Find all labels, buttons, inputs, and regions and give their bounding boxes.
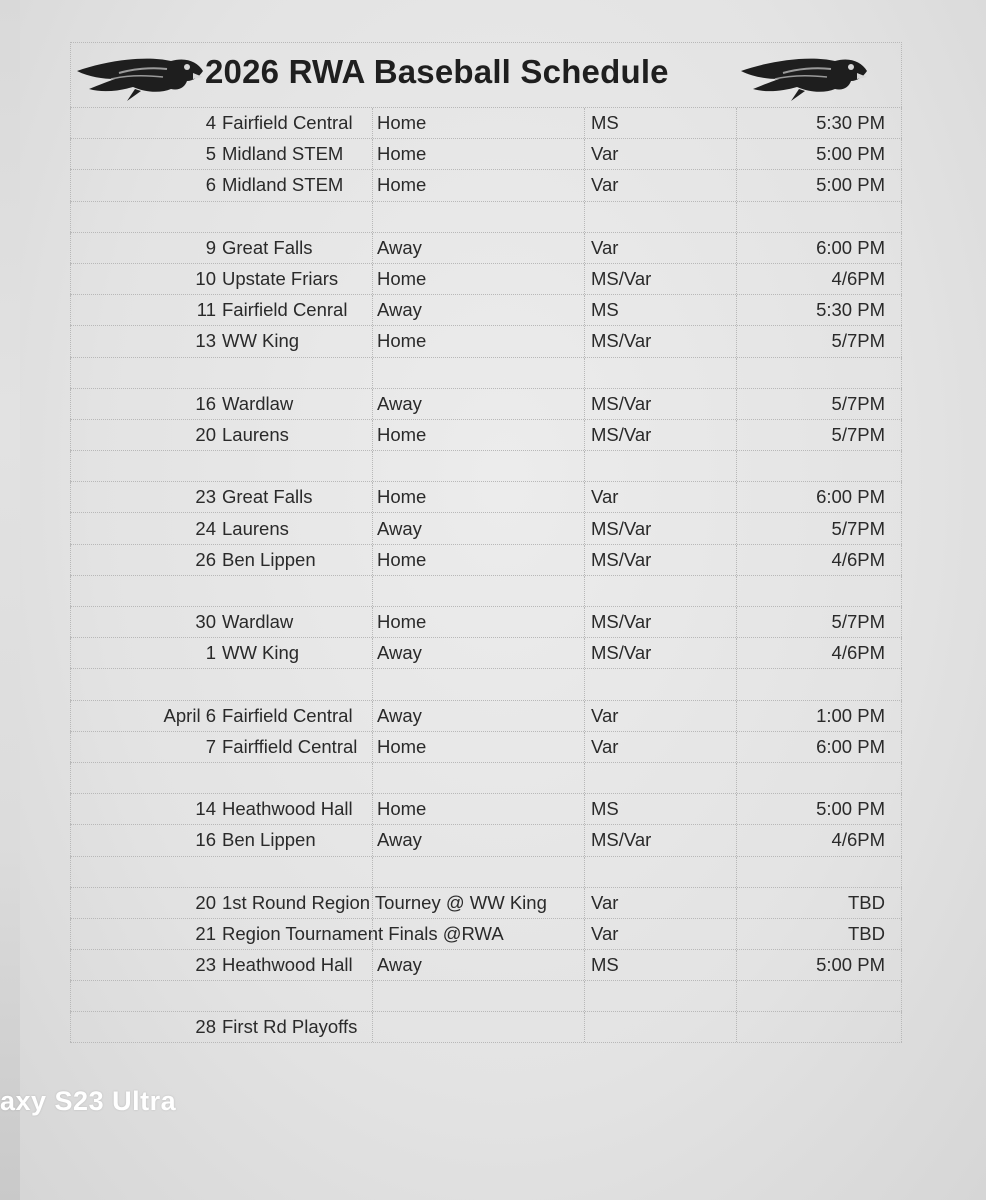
game-date: 20 bbox=[70, 420, 220, 450]
game-date: 5 bbox=[70, 139, 220, 169]
game-opponent: Fairfield Cenral bbox=[222, 299, 348, 321]
game-level: MS/Var bbox=[584, 264, 736, 294]
game-time: 5:00 PM bbox=[736, 794, 902, 824]
game-date: April 6 bbox=[70, 701, 220, 731]
game-time bbox=[736, 202, 902, 232]
game-time: 5/7PM bbox=[736, 607, 902, 637]
game-time: 5/7PM bbox=[736, 389, 902, 419]
game-opponent bbox=[220, 981, 372, 1011]
game-location: Home bbox=[372, 732, 584, 762]
game-time: 5:00 PM bbox=[736, 950, 902, 980]
table-row bbox=[70, 637, 902, 668]
game-location bbox=[372, 451, 584, 481]
game-date: 7 bbox=[70, 732, 220, 762]
table-row bbox=[70, 263, 902, 294]
game-time: TBD bbox=[736, 919, 902, 949]
game-opponent: Upstate Friars bbox=[222, 268, 339, 290]
table-row bbox=[70, 169, 902, 200]
game-date: 14 bbox=[70, 794, 220, 824]
game-location: Home bbox=[372, 139, 584, 169]
table-row bbox=[70, 388, 902, 419]
table-row bbox=[70, 762, 902, 793]
game-level: MS/Var bbox=[584, 638, 736, 668]
game-location bbox=[372, 888, 584, 918]
game-time: 4/6PM bbox=[736, 264, 902, 294]
game-level: Var bbox=[584, 139, 736, 169]
game-opponent bbox=[220, 763, 372, 793]
game-location: Away bbox=[372, 513, 584, 543]
game-time: 5:30 PM bbox=[736, 295, 902, 325]
game-level: Var bbox=[584, 732, 736, 762]
game-opponent: Midland STEM bbox=[222, 143, 344, 165]
game-time: 5/7PM bbox=[736, 326, 902, 356]
game-date bbox=[70, 669, 220, 699]
game-opponent: Fairfield Central bbox=[222, 112, 353, 134]
game-time bbox=[736, 981, 902, 1011]
table-row bbox=[70, 201, 902, 232]
game-location: Home bbox=[372, 607, 584, 637]
game-opponent bbox=[220, 857, 372, 887]
game-date: 1 bbox=[70, 638, 220, 668]
game-time bbox=[736, 669, 902, 699]
game-level bbox=[584, 669, 736, 699]
table-row bbox=[70, 232, 902, 263]
game-location: Away bbox=[372, 950, 584, 980]
game-level bbox=[584, 576, 736, 606]
game-level: MS bbox=[584, 295, 736, 325]
game-location bbox=[372, 1012, 584, 1041]
game-time: 1:00 PM bbox=[736, 701, 902, 731]
game-location bbox=[372, 576, 584, 606]
game-time: 6:00 PM bbox=[736, 233, 902, 263]
game-level: MS/Var bbox=[584, 420, 736, 450]
game-level: MS bbox=[584, 108, 736, 138]
game-opponent bbox=[220, 358, 372, 388]
table-row bbox=[70, 575, 902, 606]
game-level: MS/Var bbox=[584, 825, 736, 855]
game-level: MS/Var bbox=[584, 607, 736, 637]
game-date: 24 bbox=[70, 513, 220, 543]
game-opponent: Laurens bbox=[222, 423, 289, 445]
table-row bbox=[70, 1011, 902, 1042]
game-time: 5:30 PM bbox=[736, 108, 902, 138]
game-opponent: Laurens bbox=[222, 517, 289, 539]
game-time bbox=[736, 358, 902, 388]
game-time bbox=[736, 857, 902, 887]
game-location bbox=[372, 919, 584, 949]
game-date bbox=[70, 981, 220, 1011]
game-location: Away bbox=[372, 638, 584, 668]
game-date bbox=[70, 576, 220, 606]
game-level bbox=[584, 451, 736, 481]
game-location: Home bbox=[372, 170, 584, 200]
game-level: Var bbox=[584, 888, 736, 918]
game-time: 6:00 PM bbox=[736, 482, 902, 512]
game-date bbox=[70, 763, 220, 793]
table-row bbox=[70, 294, 902, 325]
table-row bbox=[70, 325, 902, 356]
game-level: Var bbox=[584, 170, 736, 200]
game-opponent: Fairffield Central bbox=[222, 735, 358, 757]
game-opponent: Region Tournament Finals @RWA bbox=[222, 922, 504, 944]
game-location: Away bbox=[372, 295, 584, 325]
game-date: 16 bbox=[70, 825, 220, 855]
game-location bbox=[372, 669, 584, 699]
game-location: Home bbox=[372, 420, 584, 450]
game-location: Home bbox=[372, 545, 584, 575]
game-date: 4 bbox=[70, 108, 220, 138]
game-location: Away bbox=[372, 825, 584, 855]
game-time bbox=[736, 1012, 902, 1041]
game-level: MS bbox=[584, 794, 736, 824]
table-row bbox=[70, 856, 902, 887]
game-date: 9 bbox=[70, 233, 220, 263]
game-date: 10 bbox=[70, 264, 220, 294]
table-row bbox=[70, 700, 902, 731]
camera-watermark: axy S23 Ultra bbox=[0, 1086, 177, 1116]
game-level: Var bbox=[584, 482, 736, 512]
game-location: Away bbox=[372, 701, 584, 731]
game-opponent: WW King bbox=[222, 330, 300, 352]
table-row bbox=[70, 357, 902, 388]
game-opponent: Heathwood Hall bbox=[222, 954, 353, 976]
game-time: TBD bbox=[736, 888, 902, 918]
game-level bbox=[584, 857, 736, 887]
game-time: 5/7PM bbox=[736, 420, 902, 450]
game-date: 16 bbox=[70, 389, 220, 419]
game-date: 26 bbox=[70, 545, 220, 575]
game-date: 23 bbox=[70, 950, 220, 980]
table-row bbox=[70, 918, 902, 949]
game-opponent: Ben Lippen bbox=[222, 548, 316, 570]
table-row bbox=[70, 949, 902, 980]
game-time: 5:00 PM bbox=[736, 139, 902, 169]
game-level: MS/Var bbox=[584, 326, 736, 356]
game-level bbox=[584, 1012, 736, 1041]
game-opponent bbox=[220, 202, 372, 232]
game-opponent: Heathwood Hall bbox=[222, 798, 353, 820]
game-time: 6:00 PM bbox=[736, 732, 902, 762]
game-level: MS/Var bbox=[584, 513, 736, 543]
table-row bbox=[70, 606, 902, 637]
game-opponent bbox=[220, 451, 372, 481]
hawk-logo-icon bbox=[75, 47, 205, 103]
game-time bbox=[736, 451, 902, 481]
table-row bbox=[70, 450, 902, 481]
game-opponent: Fairfield Central bbox=[222, 704, 353, 726]
table-row bbox=[70, 824, 902, 855]
table-row bbox=[70, 793, 902, 824]
schedule-table bbox=[70, 107, 902, 1043]
game-level bbox=[584, 202, 736, 232]
game-time bbox=[736, 763, 902, 793]
game-opponent: Great Falls bbox=[222, 236, 313, 258]
game-date: 11 bbox=[70, 295, 220, 325]
game-opponent bbox=[220, 669, 372, 699]
game-time: 5/7PM bbox=[736, 513, 902, 543]
hawk-logo-icon bbox=[739, 47, 869, 103]
game-location bbox=[372, 358, 584, 388]
game-level bbox=[584, 358, 736, 388]
game-location: Away bbox=[372, 233, 584, 263]
paper-sheet bbox=[20, 0, 986, 1200]
table-row bbox=[70, 481, 902, 512]
game-date: 6 bbox=[70, 170, 220, 200]
table-row bbox=[70, 107, 902, 138]
game-location bbox=[372, 202, 584, 232]
game-level: MS/Var bbox=[584, 545, 736, 575]
game-opponent: Wardlaw bbox=[222, 392, 294, 414]
schedule-sheet bbox=[70, 42, 902, 1043]
game-date bbox=[70, 451, 220, 481]
game-level: MS bbox=[584, 950, 736, 980]
page-title: 2026 RWA Baseball Schedule bbox=[205, 53, 669, 90]
game-date: 28 bbox=[70, 1012, 220, 1041]
table-row bbox=[70, 544, 902, 575]
game-level: Var bbox=[584, 233, 736, 263]
game-date bbox=[70, 358, 220, 388]
game-location: Away bbox=[372, 389, 584, 419]
table-row bbox=[70, 980, 902, 1011]
game-date: 30 bbox=[70, 607, 220, 637]
game-level: Var bbox=[584, 919, 736, 949]
table-row bbox=[70, 419, 902, 450]
game-level bbox=[584, 763, 736, 793]
table-row bbox=[70, 138, 902, 169]
game-opponent: WW King bbox=[222, 642, 300, 664]
game-location: Home bbox=[372, 482, 584, 512]
game-date bbox=[70, 202, 220, 232]
game-date: 20 bbox=[70, 888, 220, 918]
game-opponent: 1st Round Region Tourney @ WW King bbox=[222, 891, 547, 913]
table-row bbox=[70, 731, 902, 762]
game-location: Home bbox=[372, 108, 584, 138]
game-opponent: Ben Lippen bbox=[222, 829, 316, 851]
game-location bbox=[372, 763, 584, 793]
game-location: Home bbox=[372, 326, 584, 356]
game-location bbox=[372, 981, 584, 1011]
game-opponent: Great Falls bbox=[222, 486, 313, 508]
game-location: Home bbox=[372, 794, 584, 824]
game-time: 5:00 PM bbox=[736, 170, 902, 200]
game-date bbox=[70, 857, 220, 887]
game-time: 4/6PM bbox=[736, 638, 902, 668]
game-time bbox=[736, 576, 902, 606]
table-row bbox=[70, 668, 902, 699]
game-opponent: Midland STEM bbox=[222, 174, 344, 196]
game-level: Var bbox=[584, 701, 736, 731]
game-location bbox=[372, 857, 584, 887]
game-level bbox=[584, 981, 736, 1011]
table-row bbox=[70, 887, 902, 918]
game-date: 21 bbox=[70, 919, 220, 949]
game-opponent bbox=[220, 576, 372, 606]
game-time: 4/6PM bbox=[736, 545, 902, 575]
game-opponent: Wardlaw bbox=[222, 611, 294, 633]
game-opponent: First Rd Playoffs bbox=[222, 1016, 358, 1038]
title-row bbox=[70, 42, 902, 107]
game-date: 13 bbox=[70, 326, 220, 356]
game-location: Home bbox=[372, 264, 584, 294]
game-date: 23 bbox=[70, 482, 220, 512]
game-time: 4/6PM bbox=[736, 825, 902, 855]
game-level: MS/Var bbox=[584, 389, 736, 419]
table-row bbox=[70, 512, 902, 543]
